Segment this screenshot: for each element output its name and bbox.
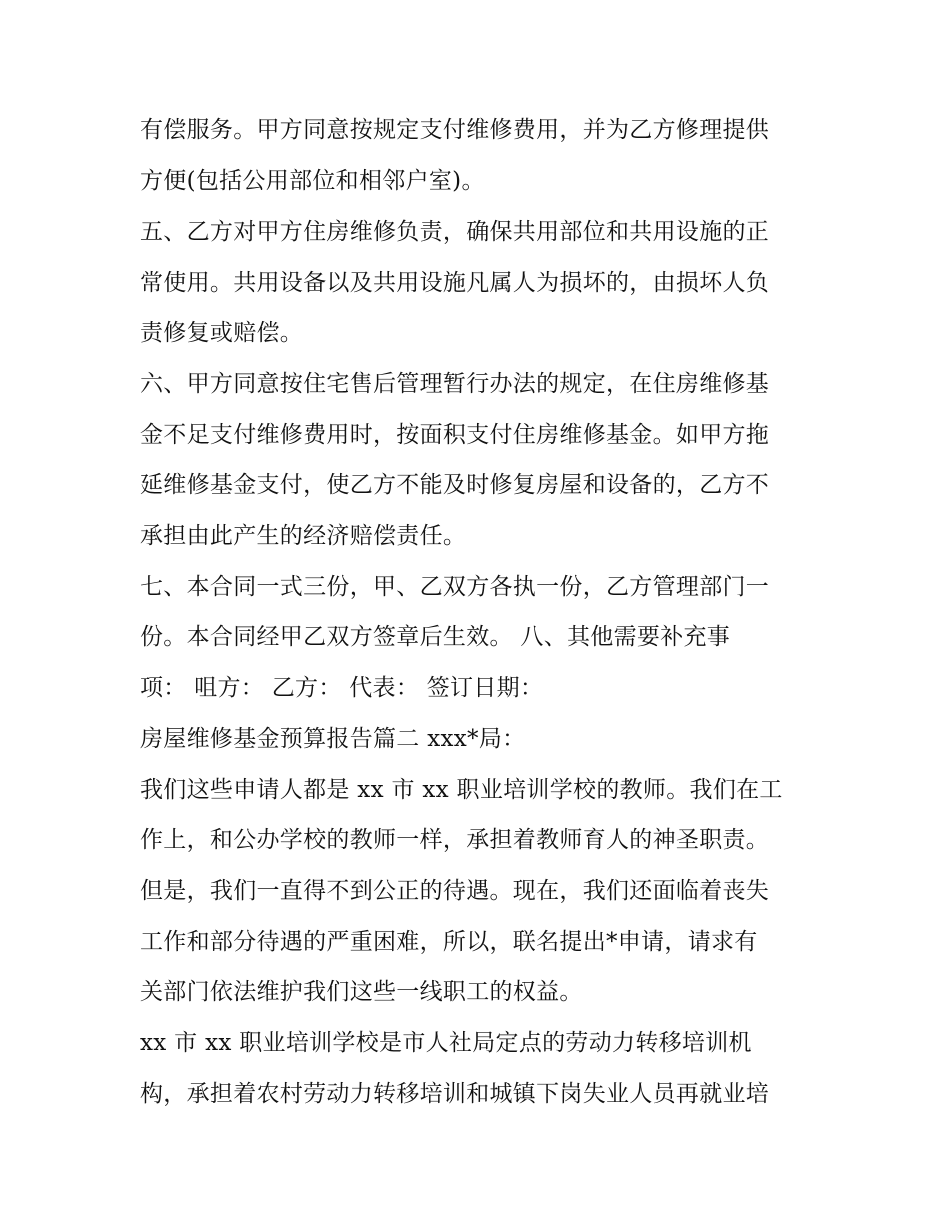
- text-line: 七、本合同一式三份，甲、乙双方各执一份，乙方管理部门一: [140, 574, 770, 600]
- text-line: 构，承担着农村劳动力转移培训和城镇下岗失业人员再就业培: [140, 1081, 770, 1107]
- text-line: 金不足支付维修费用时，按面积支付住房维修基金。如甲方拖: [140, 422, 770, 448]
- text-line: 有偿服务。甲方同意按规定支付维修费用，并为乙方修理提供: [140, 117, 770, 143]
- text-line: 六、甲方同意按住宅售后管理暂行办法的规定，在住房维修基: [140, 371, 770, 397]
- text-line: xx 市 xx 职业培训学校是市人社局定点的劳动力转移培训机: [140, 1030, 752, 1056]
- text-line: 承担由此产生的经济赔偿责任。: [140, 523, 467, 549]
- section-heading: 房屋维修基金预算报告篇二 xxx*局：: [140, 726, 526, 752]
- text-line: 方便(包括公用部位和相邻户室)。: [140, 168, 485, 194]
- signature-line: 项： 咀方： 乙方： 代表： 签订日期：: [140, 675, 544, 701]
- text-line: 常使用。共用设备以及共用设施凡属人为损坏的，由损坏人负: [140, 270, 770, 296]
- text-line: 但是，我们一直得不到公正的待遇。现在，我们还面临着丧失: [140, 878, 770, 904]
- text-line: 五、乙方对甲方住房维修负责，确保共用部位和共用设施的正: [140, 219, 770, 245]
- text-line: 延维修基金支付，使乙方不能及时修复房屋和设备的，乙方不: [140, 472, 770, 498]
- text-line: 关部门依法维护我们这些一线职工的权益。: [140, 979, 583, 1005]
- text-line: 我们这些申请人都是 xx 市 xx 职业培训学校的教师。我们在工: [140, 777, 783, 803]
- text-line: 份。本合同经甲乙双方签章后生效。 八、其他需要补充事: [140, 624, 731, 650]
- text-line: 责修复或赔偿。: [140, 320, 304, 346]
- text-line: 作上，和公办学校的教师一样，承担着教师育人的神圣职责。: [140, 827, 770, 853]
- text-line: 工作和部分待遇的严重困难，所以，联名提出*申请，请求有: [140, 929, 758, 955]
